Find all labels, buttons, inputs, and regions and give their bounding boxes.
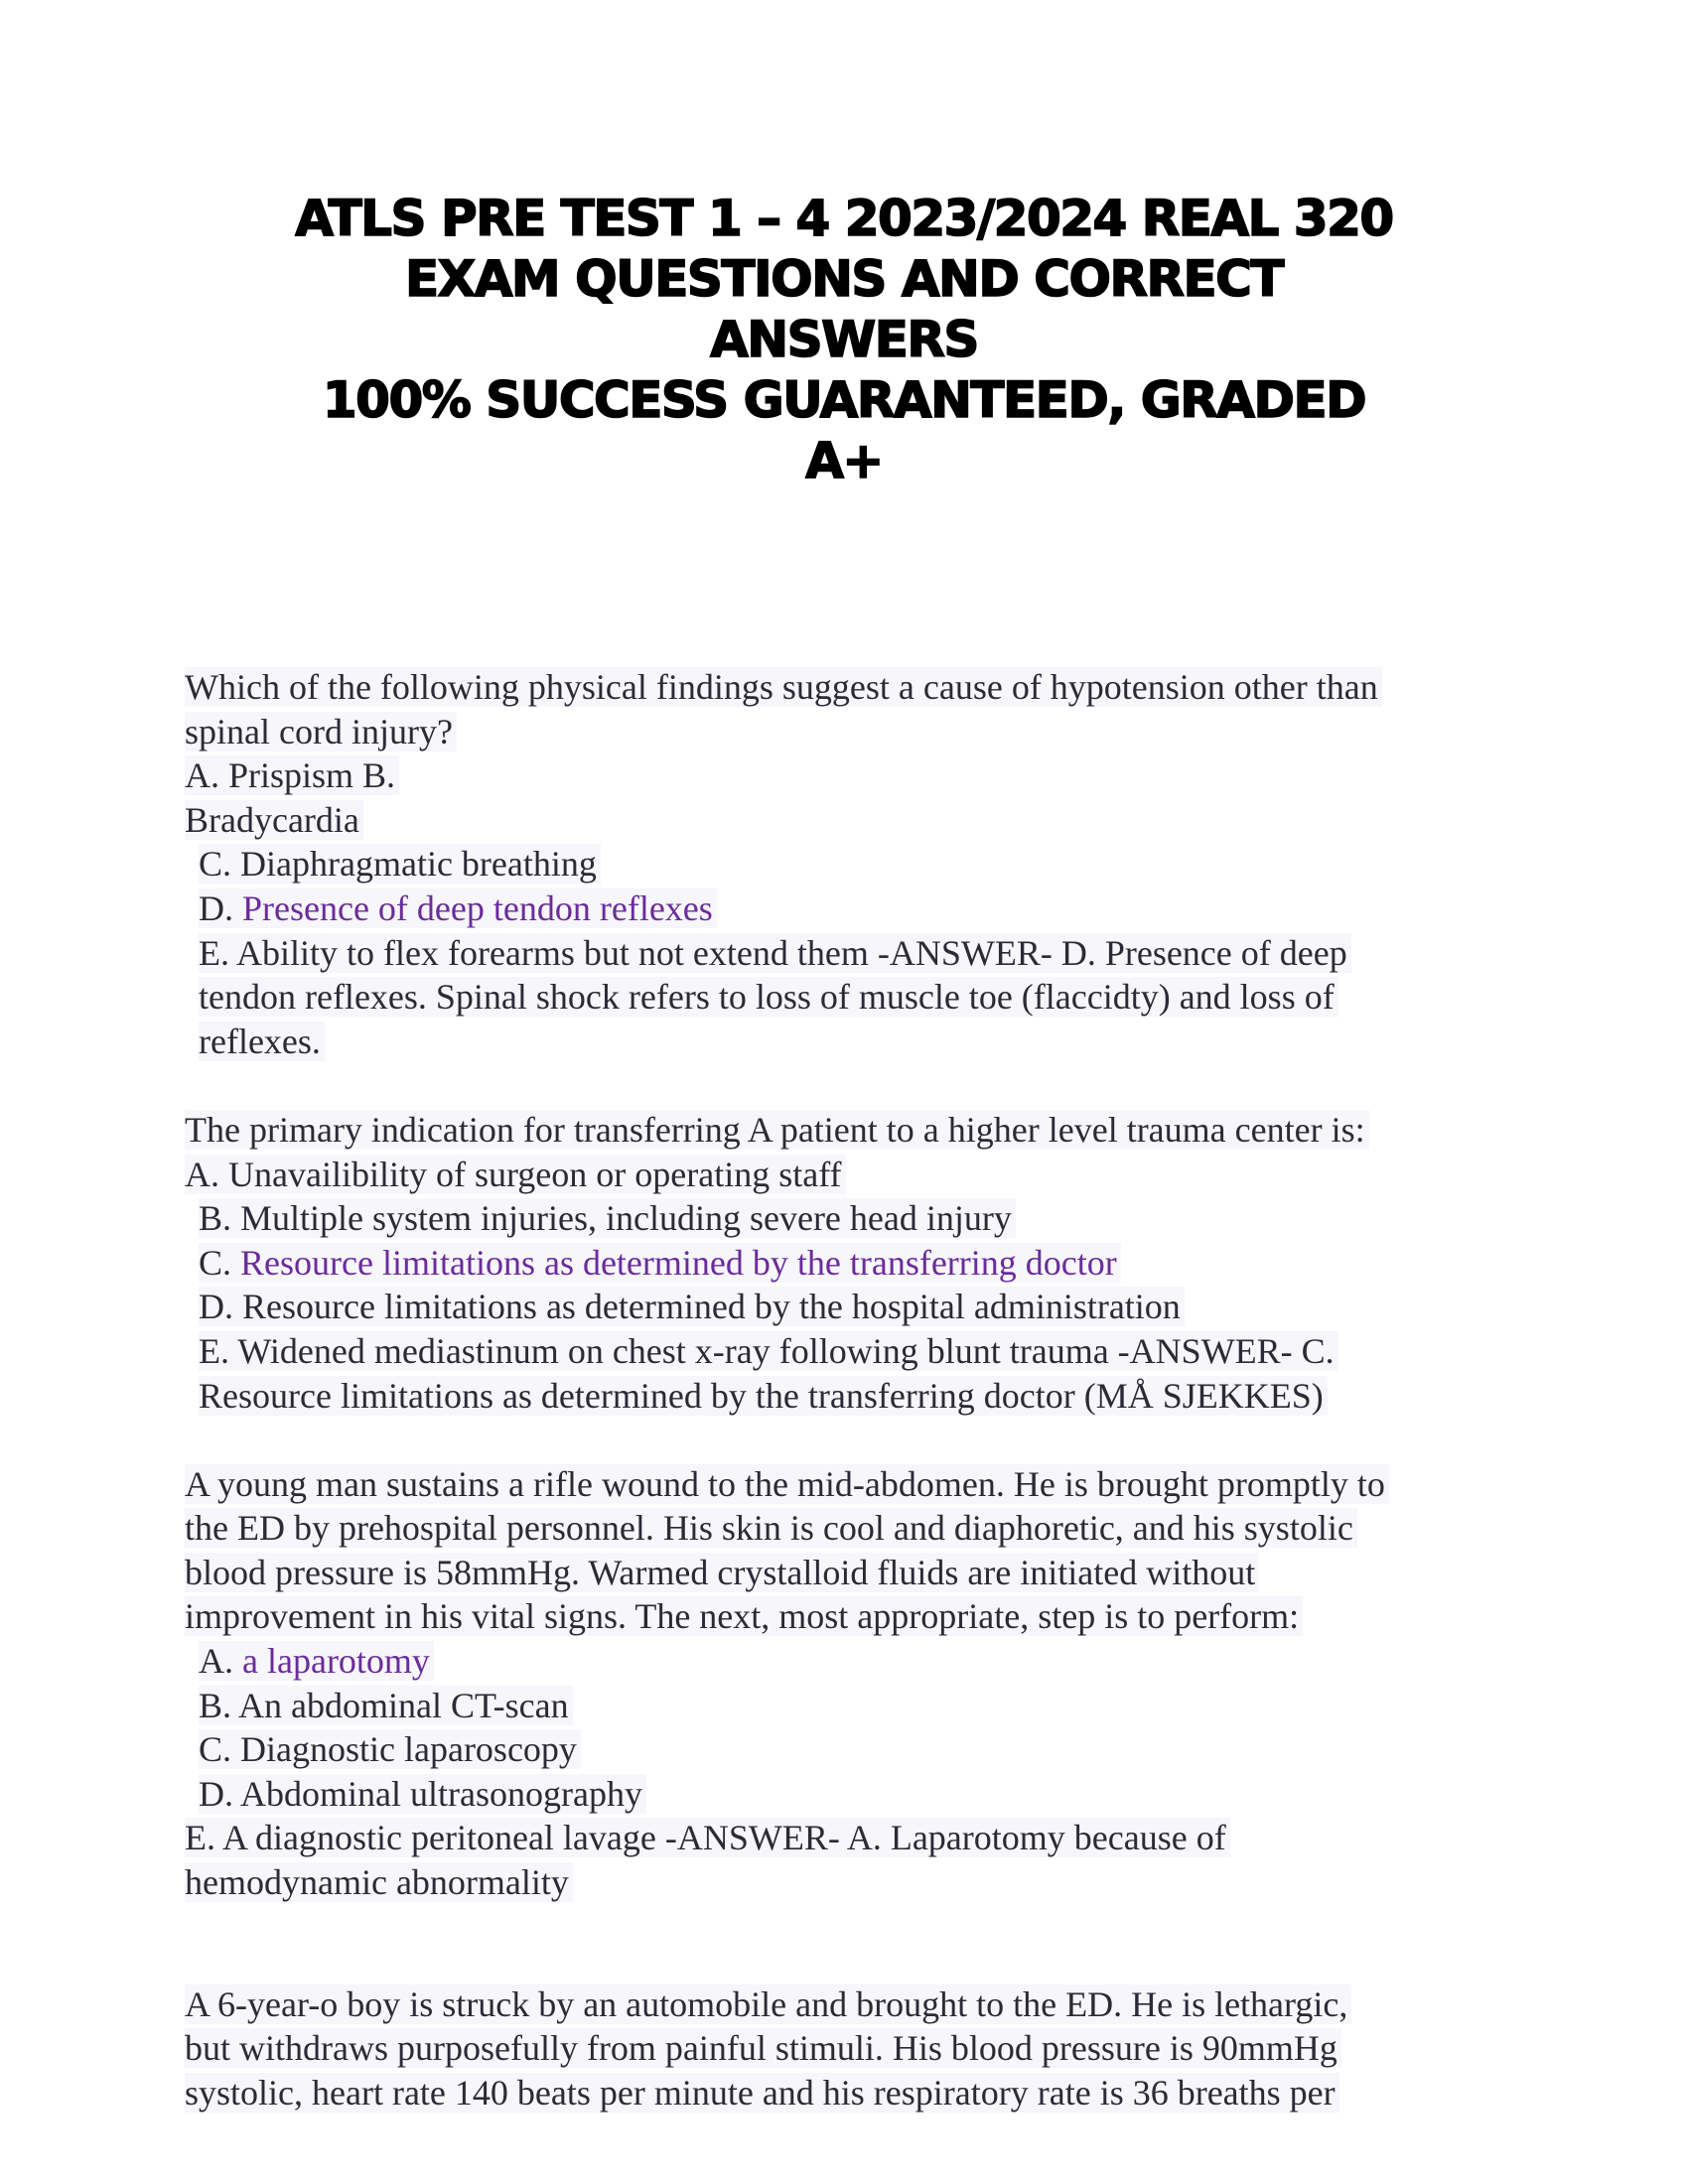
q2-option-e-line-1: E. Widened mediastinum on chest x-ray following blunt trauma -ANSWER- C. xyxy=(199,1331,1338,1371)
q2-option-b: B. Multiple system injuries, including severe head injury xyxy=(199,1198,1016,1238)
q1-option-a: A. Prispism B. xyxy=(185,755,399,795)
spacer xyxy=(185,1063,1505,1108)
q1-option-c: C. Diaphragmatic breathing xyxy=(199,844,601,884)
q3-option-a-prefix: A. xyxy=(199,1641,242,1682)
question-list xyxy=(185,665,1505,2115)
q4-stem-line-2: but withdraws purposefully from painful stimuli. His blood pressure is 90mmHg xyxy=(185,2028,1341,2068)
q1-option-e-line-2: tendon reflexes. Spinal shock refers to loss of muscle toe (flaccidty) and loss of xyxy=(199,977,1338,1017)
q4-stem-line-3: systolic, heart rate 140 beats per minute and his respiratory rate is 36 breaths per xyxy=(185,2073,1339,2113)
q1-option-e-line-1: E. Ability to flex forearms but not extend them -ANSWER- D. Presence of deep xyxy=(199,933,1351,973)
title-line-3: ANSWERS xyxy=(710,311,978,368)
spacer xyxy=(185,1418,1505,1462)
q2-correct-answer-text: Resource limitations as determined by the transferring doctor xyxy=(240,1242,1117,1283)
q4-stem-line-1: A 6-year-o boy is struck by an automobile and brought to the ED. He is lethargic, xyxy=(185,1984,1351,2024)
title-line-1: ATLS PRE TEST 1 – 4 2023/2024 REAL 320 xyxy=(295,190,1393,247)
q3-stem-line-1: A young man sustains a rifle wound to the mid-abdomen. He is brought promptly to xyxy=(185,1464,1389,1504)
q3-option-e-line-2: hemodynamic abnormality xyxy=(185,1862,573,1902)
q3-option-b: B. An abdominal CT-scan xyxy=(199,1686,573,1725)
q2-option-d: D. Resource limitations as determined by the hospital administration xyxy=(199,1287,1185,1326)
title-line-2: EXAM QUESTIONS AND CORRECT xyxy=(405,250,1283,308)
question-3 xyxy=(185,1462,1505,1905)
q3-option-c: C. Diagnostic laparoscopy xyxy=(199,1729,581,1769)
q3-option-d: D. Abdominal ultrasonography xyxy=(199,1774,646,1814)
q2-stem: The primary indication for transferring A patient to a higher level trauma center is: xyxy=(185,1110,1369,1150)
q2-option-c xyxy=(199,1243,1121,1283)
q1-correct-answer-text: Presence of deep tendon reflexes xyxy=(242,887,713,928)
q1-stem-line-1: Which of the following physical findings suggest a cause of hypotension other than xyxy=(185,667,1382,707)
question-1 xyxy=(185,665,1505,1063)
q3-stem-line-3: blood pressure is 58mmHg. Warmed crystalloid fluids are initiated without xyxy=(185,1553,1259,1592)
title-line-4: 100% SUCCESS GUARANTEED, GRADED xyxy=(322,371,1366,429)
title-line-5: A+ xyxy=(805,432,883,489)
q1-option-d-prefix: D. xyxy=(199,887,242,928)
q3-option-a xyxy=(199,1641,434,1681)
spacer xyxy=(185,1905,1505,1982)
q3-stem-line-4: improvement in his vital signs. The next, most appropriate, step is to perform: xyxy=(185,1596,1303,1636)
question-4 xyxy=(185,1982,1505,2116)
question-2 xyxy=(185,1108,1505,1418)
q2-option-e-line-2: Resource limitations as determined by the transferring doctor (MÅ SJEKKES) xyxy=(199,1376,1328,1416)
q2-option-a: A. Unavailibility of surgeon or operating staff xyxy=(185,1155,846,1194)
document-title xyxy=(149,189,1539,491)
q3-option-e-line-1: E. A diagnostic peritoneal lavage -ANSWER- A. Laparotomy because of xyxy=(185,1818,1230,1857)
q3-stem-line-2: the ED by prehospital personnel. His skin is cool and diaphoretic, and his systolic xyxy=(185,1508,1357,1548)
q2-option-c-prefix: C. xyxy=(199,1242,241,1283)
q1-stem-line-2: spinal cord injury? xyxy=(185,712,457,751)
q1-option-d xyxy=(199,888,717,928)
q1-option-e-line-3: reflexes. xyxy=(199,1022,325,1061)
q3-correct-answer-text: a laparotomy xyxy=(242,1641,430,1682)
q1-option-b: Bradycardia xyxy=(185,800,363,840)
